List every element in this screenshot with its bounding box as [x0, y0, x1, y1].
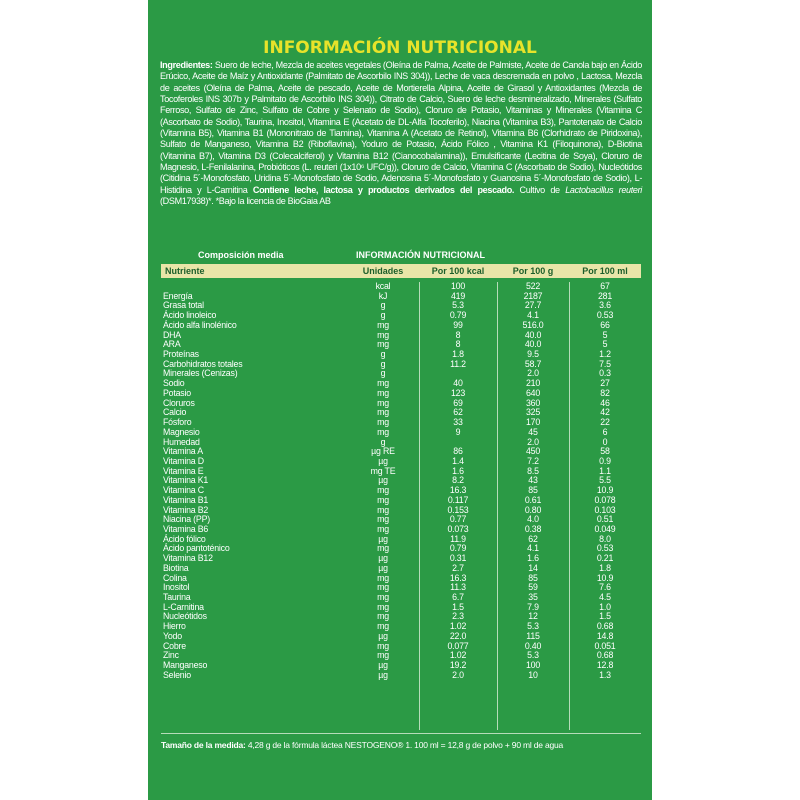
unit-cell: mg: [377, 650, 389, 661]
footer-divider: [161, 733, 641, 734]
table-row: [161, 544, 641, 554]
table-row: [161, 476, 641, 486]
per-100-g-cell: 0.40: [524, 640, 542, 651]
per-100-ml-cell: 10.9: [596, 572, 614, 583]
per-100-ml-cell: 1.5: [599, 611, 611, 622]
nutrient-name: Ácido linoleico: [163, 310, 217, 321]
per-100-kcal-cell: 1.02: [449, 621, 467, 632]
per-100-ml-cell: 0.51: [596, 514, 614, 525]
nutrient-name: Biotina: [163, 562, 189, 573]
table-row: [161, 428, 641, 438]
nutrient-name: Yodo: [163, 630, 182, 641]
nutrient-name: Vitamina E: [163, 465, 204, 476]
per-100-ml-cell: 7.6: [599, 582, 611, 593]
unit-cell: mg: [377, 494, 389, 505]
table-row: [161, 622, 641, 632]
per-100-ml-cell: 1.8: [599, 562, 611, 573]
unit-cell: mg: [377, 319, 389, 330]
per-100-g-cell: 45: [528, 426, 538, 437]
per-100-ml-cell: 0.68: [596, 650, 614, 661]
unit-cell: mg: [377, 523, 389, 534]
table-row: [161, 321, 641, 331]
per-100-kcal-cell: 22.0: [449, 630, 467, 641]
unit-cell: µg: [378, 562, 388, 573]
per-100-g-cell: 4.1: [527, 310, 539, 321]
per-100-g-cell: 360: [525, 397, 541, 408]
per-100-g-cell: 325: [525, 407, 541, 418]
per-100-g-cell: 27.7: [524, 300, 542, 311]
header-por-100-g: Por 100 g: [512, 266, 554, 276]
nutrient-name: Ácido pantoténico: [163, 543, 230, 554]
per-100-g-cell: 8.5: [527, 465, 539, 476]
per-100-kcal-cell: 1.4: [452, 455, 464, 466]
unit-cell: mg: [377, 426, 389, 437]
per-100-kcal-cell: 11.2: [450, 358, 466, 369]
header-por-100-kcal: Por 100 kcal: [431, 266, 485, 276]
nutrient-name: Grasa total: [163, 300, 204, 311]
per-100-ml-cell: 0.21: [596, 553, 614, 564]
table-row: [161, 574, 641, 584]
table-row: [161, 408, 641, 418]
per-100-g-cell: 5.3: [527, 650, 539, 661]
table-row: [161, 515, 641, 525]
unit-cell: mg: [377, 485, 389, 496]
per-100-g-cell: 2.0: [527, 368, 539, 379]
table-row: [161, 612, 641, 622]
per-100-ml-cell: 0.68: [596, 621, 614, 632]
culture-suffix: (DSM17938)*.: [160, 196, 214, 207]
unit-cell: µg: [378, 553, 388, 564]
per-100-kcal-cell: 99: [453, 319, 463, 330]
allergen-warning: Contiene leche, lactosa y productos derivados del pescado.: [252, 184, 515, 195]
per-100-ml-cell: 0.078: [594, 494, 616, 505]
header-nutriente: Nutriente: [165, 266, 205, 276]
per-100-ml-cell: 0.049: [594, 523, 616, 534]
per-100-ml-cell: 1.2: [599, 349, 611, 360]
table-row: [161, 486, 641, 496]
per-100-ml-cell: 27: [600, 378, 610, 389]
per-100-g-cell: 7.9: [527, 601, 539, 612]
per-100-ml-cell: 42: [600, 407, 610, 418]
per-100-kcal-cell: 16.3: [449, 572, 467, 583]
nutrient-name: Fósforo: [163, 417, 192, 428]
per-100-g-cell: 12: [528, 611, 538, 622]
table-row: [161, 661, 641, 671]
table-row: [161, 438, 641, 448]
nutrient-name: Vitamina D: [163, 455, 204, 466]
per-100-ml-cell: 1.1: [599, 465, 611, 476]
per-100-ml-cell: 46: [600, 397, 610, 408]
per-100-ml-cell: 12.8: [596, 660, 614, 671]
nutrient-name: Vitamina B6: [163, 523, 209, 534]
serving-size-note: [161, 740, 641, 750]
per-100-kcal-cell: 11.3: [450, 582, 466, 593]
per-100-kcal-cell: 1.5: [452, 601, 464, 612]
per-100-ml-cell: 7.5: [599, 358, 611, 369]
per-100-g-cell: 4.0: [527, 514, 539, 525]
per-100-kcal-cell: 8: [455, 339, 461, 350]
per-100-ml-cell: 0.051: [594, 640, 616, 651]
unit-cell: mg: [377, 611, 389, 622]
nutrient-name: Minerales (Cenizas): [163, 368, 238, 379]
per-100-ml-cell: 0.9: [599, 455, 611, 466]
per-100-kcal-cell: 69: [453, 397, 463, 408]
per-100-g-cell: 10: [528, 669, 538, 680]
per-100-ml-cell: 66: [600, 319, 610, 330]
per-100-ml-cell: 5.5: [599, 475, 611, 486]
per-100-kcal-cell: 1.8: [452, 349, 464, 360]
serving-size-text: 4,28 g de la fórmula láctea NESTOGENO® 1. 100 ml = 12,8 g de polvo + 90 ml de agua: [247, 740, 564, 750]
per-100-ml-cell: 0.3: [599, 368, 611, 379]
unit-cell: mg: [377, 543, 389, 554]
per-100-kcal-cell: 40: [453, 378, 463, 389]
ingredients-label: Ingredientes:: [160, 60, 213, 70]
table-row: [161, 292, 641, 302]
table-row: [161, 583, 641, 593]
unit-cell: mg: [377, 582, 389, 593]
per-100-ml-cell: 1.3: [599, 669, 611, 680]
unit-cell: g: [380, 300, 386, 311]
culture-name: Lactobacillus reuteri: [565, 184, 642, 195]
per-100-kcal-cell: 6.7: [452, 592, 464, 602]
nutrient-name: Selenio: [163, 669, 191, 680]
per-100-ml-cell: 3.6: [599, 300, 611, 311]
per-100-g-cell: 4.1: [527, 543, 539, 554]
table-row: [161, 603, 641, 613]
per-100-ml-cell: 58: [600, 446, 610, 457]
page-title: INFORMACIÓN NUTRICIONAL: [263, 38, 537, 58]
unit-cell: mg: [377, 592, 389, 602]
per-100-kcal-cell: 0.117: [447, 494, 469, 505]
unit-cell: mg: [377, 572, 389, 583]
table-row: [161, 399, 641, 409]
per-100-kcal-cell: 62: [453, 407, 463, 418]
unit-cell: mg: [377, 407, 389, 418]
unit-cell: µg: [378, 455, 388, 466]
table-row: [161, 340, 641, 350]
per-100-kcal-cell: 8.2: [452, 475, 464, 486]
per-100-kcal-cell: 0.79: [449, 543, 467, 554]
per-100-g-cell: 40.0: [524, 339, 542, 350]
per-100-kcal-cell: 1.6: [452, 465, 464, 476]
per-100-kcal-cell: 2.3: [452, 611, 464, 622]
nutrient-name: Niacina (PP): [163, 514, 210, 525]
per-100-ml-cell: 0.103: [594, 504, 616, 515]
per-100-g-cell: 7.2: [527, 455, 539, 466]
nutrient-name: ARA: [163, 339, 181, 350]
per-100-g-cell: 35: [528, 592, 538, 602]
table-row: [161, 282, 641, 292]
nutrient-name: Ácido fólico: [163, 533, 206, 544]
unit-cell: µg RE: [371, 446, 395, 457]
nutrient-name: Vitamina A: [163, 446, 203, 457]
nutrient-name: Potasio: [163, 387, 191, 398]
per-100-kcal-cell: 11.9: [450, 533, 466, 544]
per-100-kcal-cell: 100: [450, 281, 466, 291]
per-100-ml-cell: 0.53: [596, 310, 614, 321]
unit-cell: mg: [377, 339, 389, 350]
unit-cell: µg: [378, 533, 388, 544]
nutrient-name: Vitamina K1: [163, 475, 209, 486]
per-100-g-cell: 0.80: [524, 504, 542, 515]
unit-cell: kJ: [378, 290, 388, 301]
unit-cell: mg: [377, 504, 389, 515]
table-row: [161, 535, 641, 545]
nutrient-name: Hierro: [163, 621, 186, 632]
per-100-g-cell: 522: [525, 281, 541, 291]
table-row: [161, 389, 641, 399]
unit-cell: µg: [378, 630, 388, 641]
table-row: [161, 457, 641, 467]
unit-cell: g: [380, 310, 386, 321]
table-row: [161, 369, 641, 379]
nutrient-table-body: [161, 282, 641, 680]
per-100-g-cell: 1.6: [527, 553, 539, 564]
per-100-ml-cell: 5: [602, 339, 608, 350]
table-row: [161, 447, 641, 457]
per-100-g-cell: 59: [528, 582, 538, 593]
nutrient-name: Colina: [163, 572, 187, 583]
table-row: [161, 632, 641, 642]
per-100-kcal-cell: 16.3: [449, 485, 467, 496]
per-100-g-cell: 210: [525, 378, 541, 389]
unit-cell: mg: [377, 378, 389, 389]
ingredients-text: Suero de leche, Mezcla de aceites vegetales (Oleína de Palma, Aceite de Palmiste, Aceite de Canola bajo en Ácido Erúcico, Aceite de Maíz y Antioxidante (Palmitato de Ascorbilo INS 304)), Leche de vaca descremada en polvo , Lactosa, Mezcla de aceites (Oleína de Palma, Aceite de pescado, Aceite de Mortierella Alpina, Aceite de Girasol y Antioxidantes (Mezcla de Tocoferoles INS 307b y Palmitato de Ascorbilo INS 304)), Citrato de Calcio, Suero de leche desmineralizado, Minerales (Sulfato Ferroso, Sulfato de Zinc, Sulfato de Cobre y Selenato de Sodio), Cloruro de Potasio, Vitaminas y Minerales (Vitamina C (Ascorbato de Sodio), Taurina, Inositol, Vitamina E (Acetato de DL-Alfa Tocoferilo), Niacina (Vitamina B3), Pantotenato de Calcio (Vitamina B5), Vitamina B1 (Mononitrato de Tiamina), Vitamina A (Acetato de Retinol), Vitamina B6 (Clorhidrato de Piridoxina), Sulfato de Manganeso, Vitamina B2 (Riboflavina), Yoduro de Potasio, Ácido Fólico , Vitamina K1 (Filoquinona), D-Biotina (Vitamina B7), Vitamina D3 (Colecalciferol) y Vitamina B12 (Cianocobalamina)), Emulsificante (Lecitina de Soya), Cloruro de Magnesio, L-Fenilalanina, Probióticos (L. reuteri (1x10⁶ UFC/g)), Cloruro de Calcio, Vitamina C (Ascorbato de Sodio), Nucleótidos (Citidina 5´-Monofosfato, Uridina 5´-Monofosfato de Sodio, Adenosina 5´-Monofosfato y Guanosina 5´-Monofosfato de Sodio), L-Histidina y L-Carnitina: [160, 60, 642, 195]
per-100-kcal-cell: 8: [455, 329, 461, 340]
table-row: [161, 642, 641, 652]
table-row: [161, 301, 641, 311]
nutrient-name: Zinc: [163, 650, 179, 661]
per-100-ml-cell: 67: [600, 281, 610, 291]
header-unidades: Unidades: [362, 266, 404, 276]
nutrient-name: Vitamina B12: [163, 553, 213, 564]
unit-cell: µg: [378, 669, 388, 680]
unit-cell: mg: [377, 329, 389, 340]
table-row: [161, 418, 641, 428]
per-100-g-cell: 43: [528, 475, 538, 486]
per-100-ml-cell: 5: [602, 329, 608, 340]
per-100-kcal-cell: 0.77: [449, 514, 467, 525]
per-100-g-cell: 85: [528, 572, 538, 583]
per-100-g-cell: 58.7: [524, 358, 542, 369]
unit-cell: mg: [377, 640, 389, 651]
per-100-kcal-cell: 0.31: [449, 553, 467, 564]
nutrient-name: Energía: [163, 290, 193, 301]
nutrient-name: L-Carnitina: [163, 601, 204, 612]
per-100-kcal-cell: 0.073: [447, 523, 469, 534]
unit-cell: mg: [377, 621, 389, 632]
license-note: *Bajo la licencia de BioGaia AB: [215, 196, 331, 207]
unit-cell: µg: [378, 475, 388, 486]
per-100-kcal-cell: 1.02: [449, 650, 467, 661]
unit-cell: µg: [378, 660, 388, 671]
per-100-g-cell: 0.38: [524, 523, 542, 534]
header-por-100-ml: Por 100 ml: [582, 266, 628, 276]
nutrient-name: DHA: [163, 329, 181, 340]
nutrient-name: Nucleótidos: [163, 611, 207, 622]
per-100-kcal-cell: 0.79: [449, 310, 467, 321]
nutrition-panel: [148, 0, 652, 800]
composition-label: Composición media: [198, 250, 284, 260]
per-100-g-cell: 5.3: [527, 621, 539, 632]
table-row: [161, 671, 641, 681]
table-row: [161, 651, 641, 661]
unit-cell: mg: [377, 514, 389, 525]
unit-cell: g: [380, 368, 386, 379]
per-100-kcal-cell: 33: [453, 417, 463, 428]
per-100-g-cell: 170: [525, 417, 541, 428]
nutrient-name: Carbohidratos totales: [163, 358, 243, 369]
table-header: [161, 264, 641, 278]
ingredients-paragraph: [160, 60, 642, 207]
per-100-g-cell: 85: [528, 485, 538, 496]
unit-cell: mg: [377, 387, 389, 398]
serving-size-label: Tamaño de la medida:: [161, 740, 246, 750]
per-100-g-cell: 100: [525, 660, 541, 671]
nutrient-name: Vitamina B2: [163, 504, 209, 515]
per-100-g-cell: 2.0: [527, 436, 539, 447]
nutrient-name: Vitamina C: [163, 485, 204, 496]
unit-cell: mg TE: [370, 465, 396, 476]
unit-cell: kcal: [375, 281, 391, 291]
table-row: [161, 467, 641, 477]
per-100-ml-cell: 281: [597, 290, 613, 301]
nutrient-name: Cobre: [163, 640, 186, 651]
table-row: [161, 525, 641, 535]
nutrient-name: Ácido alfa linolénico: [163, 319, 237, 330]
table-row: [161, 506, 641, 516]
table-row: [161, 554, 641, 564]
per-100-ml-cell: 82: [600, 387, 610, 398]
per-100-kcal-cell: 19.2: [449, 660, 467, 671]
per-100-g-cell: 40.0: [524, 329, 542, 340]
per-100-kcal-cell: 86: [453, 446, 463, 457]
per-100-g-cell: 450: [525, 446, 541, 457]
table-row: [161, 564, 641, 574]
table-row: [161, 379, 641, 389]
per-100-kcal-cell: 419: [450, 290, 466, 301]
per-100-ml-cell: 8.0: [599, 533, 611, 544]
nutrient-name: Manganeso: [163, 660, 208, 671]
table-row: [161, 593, 641, 603]
per-100-ml-cell: 0.53: [596, 543, 614, 554]
nutrient-name: Calcio: [163, 407, 187, 418]
nutrient-name: Humedad: [163, 436, 200, 447]
nutrient-name: Sodio: [163, 378, 185, 389]
per-100-ml-cell: 14.8: [596, 630, 614, 641]
per-100-g-cell: 0.61: [524, 494, 542, 505]
per-100-kcal-cell: 5.3: [452, 300, 464, 311]
per-100-ml-cell: 4.5: [599, 592, 611, 602]
per-100-kcal-cell: 0.153: [447, 504, 469, 515]
per-100-g-cell: 516.0: [522, 319, 544, 330]
per-100-ml-cell: 22: [600, 417, 610, 428]
table-row: [161, 331, 641, 341]
unit-cell: g: [380, 358, 386, 369]
nutrient-name: Magnesio: [163, 426, 200, 437]
per-100-g-cell: 2187: [523, 290, 543, 301]
per-100-kcal-cell: 9: [455, 426, 461, 437]
per-100-ml-cell: 0: [602, 436, 608, 447]
per-100-kcal-cell: 2.7: [452, 562, 464, 573]
per-100-kcal-cell: 0.077: [447, 640, 469, 651]
per-100-kcal-cell: 2.0: [452, 669, 464, 680]
per-100-g-cell: 9.5: [527, 349, 539, 360]
unit-cell: g: [380, 349, 386, 360]
table-info-label: INFORMACIÓN NUTRICIONAL: [356, 250, 485, 260]
nutrient-name: Cloruros: [163, 397, 195, 408]
nutrient-name: Proteínas: [163, 349, 199, 360]
unit-cell: g: [380, 436, 386, 447]
nutrient-name: Vitamina B1: [163, 494, 209, 505]
unit-cell: mg: [377, 417, 389, 428]
per-100-g-cell: 640: [525, 387, 541, 398]
per-100-ml-cell: 6: [602, 426, 608, 437]
nutrient-name: Taurina: [163, 592, 191, 602]
per-100-g-cell: 115: [526, 630, 540, 641]
per-100-kcal-cell: 123: [450, 387, 466, 398]
per-100-ml-cell: 10.9: [596, 485, 614, 496]
culture-prefix: Cultivo de: [519, 184, 560, 195]
unit-cell: mg: [377, 397, 389, 408]
unit-cell: mg: [377, 601, 389, 612]
per-100-ml-cell: 1.0: [599, 601, 611, 612]
nutrient-name: Inositol: [163, 582, 190, 593]
per-100-g-cell: 62: [528, 533, 538, 544]
per-100-g-cell: 14: [528, 562, 538, 573]
table-row: [161, 496, 641, 506]
